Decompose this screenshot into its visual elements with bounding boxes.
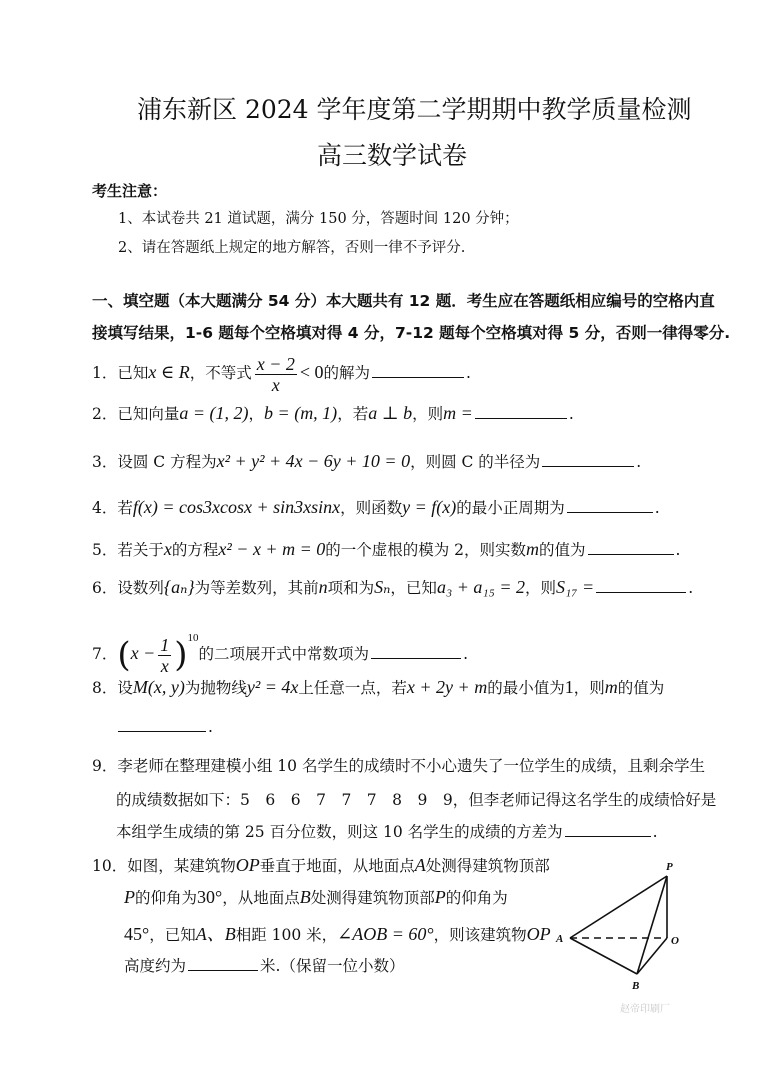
notice-item-1: 1、本试卷共 21 道试题，满分 150 分，答题时间 120 分钟；	[118, 211, 519, 227]
building-geometry-figure	[548, 856, 698, 996]
section1-line2: 接填写结果，1-6 题每个空格填对得 4 分，7-12 题每个空格填对得 5 分，否则一律得零分.	[92, 324, 731, 342]
watermark-text: 赵帝印刷厂	[620, 1004, 670, 1015]
answer-blank	[565, 835, 651, 837]
question-5: 5．若关于x的方程x² − x + m = 0的一个虚根的模为 2，则实数m的值为 .	[92, 539, 681, 559]
question-2: 2．已知向量a = (1, 2)，b = (m, 1)，若a ⊥ b，则m = .	[92, 403, 574, 423]
question-4: 4．若f(x) = cos3xcosx + sin3xsinx，则函数y = f(x)的最小正周期为 .	[92, 497, 660, 517]
question-10-line1: 10．如图，某建筑物OP垂直于地面，从地面点A处测得建筑物顶部	[92, 855, 550, 875]
question-9-line3: 本组学生成绩的第 25 百分位数，则这 10 名学生的成绩的方差为 .	[116, 823, 658, 841]
segment-BO	[637, 938, 667, 974]
question-6: 6．设数列{aₙ}为等差数列，其前n项和为Sₙ，已知a₃ + a₁₅ = 2，则S₁₇ = .	[92, 577, 694, 597]
section1-line1: 一、填空题（本大题满分 54 分）本大题共有 12 题．考生应在答题纸相应编号的空格内直	[92, 292, 715, 310]
segment-BP	[637, 876, 667, 974]
answer-blank	[475, 417, 567, 419]
label-P: P	[666, 861, 673, 873]
answer-blank	[118, 730, 206, 732]
answer-blank	[372, 376, 464, 378]
answer-blank	[188, 969, 258, 971]
question-9-line2: 的成绩数据如下：5 6 6 7 7 7 8 9 9，但李老师记得这名学生的成绩恰好是	[116, 791, 717, 809]
segment-AP	[570, 876, 667, 938]
exam-title-line1: 浦东新区 2024 学年度第二学期期中教学质量检测	[137, 95, 692, 124]
answer-blank	[567, 511, 653, 513]
question-10-line4: 高度约为 米.（保留一位小数）	[124, 957, 405, 975]
fraction: $\frac{1}{x}$	[160, 634, 170, 676]
label-B: B	[632, 980, 640, 992]
question-7: 7．(x − $\frac{1}{x}$ )$^{10}$的二项展开式中常数项为 .	[92, 632, 468, 676]
notice-heading: 考生注意：	[92, 182, 168, 200]
answer-blank	[596, 591, 686, 593]
question-9-line1: 9．李老师在整理建模小组 10 名学生的成绩时不小心遗失了一位学生的成绩，且剩余学生	[92, 757, 705, 775]
answer-blank	[542, 465, 634, 467]
answer-blank	[588, 553, 674, 555]
answer-blank	[371, 657, 461, 659]
left-paren: (	[117, 635, 131, 675]
segment-AB	[570, 938, 637, 974]
label-O: O	[671, 935, 679, 947]
notice-item-2: 2、请在答题纸上规定的地方解答，否则一律不予评分.	[118, 240, 466, 256]
question-1: 1．已知x ∈ R，不等式 $\frac{x - 2}{x}$ < 0的解为 .	[92, 353, 471, 395]
question-8-answer: .	[116, 718, 213, 736]
question-10-line2: P的仰角为30°，从地面点B处测得建筑物顶部P的仰角为	[124, 887, 508, 907]
question-3: 3．设圆 C 方程为x² + y² + 4x − 6y + 10 = 0，则圆 C 的半径为 .	[92, 451, 642, 471]
question-8: 8．设M(x, y)为抛物线y² = 4x上任意一点，若x + 2y + m的最小值为1，则m的值为	[92, 677, 665, 697]
exam-title-line2: 高三数学试卷	[317, 141, 468, 170]
fraction: $\frac{x - 2}{x}$	[256, 353, 295, 395]
question-10-line3: 45°，已知A、B相距 100 米，∠AOB = 60°，则该建筑物OP	[124, 924, 551, 944]
label-A: A	[556, 933, 564, 945]
right-paren: )	[174, 635, 188, 675]
